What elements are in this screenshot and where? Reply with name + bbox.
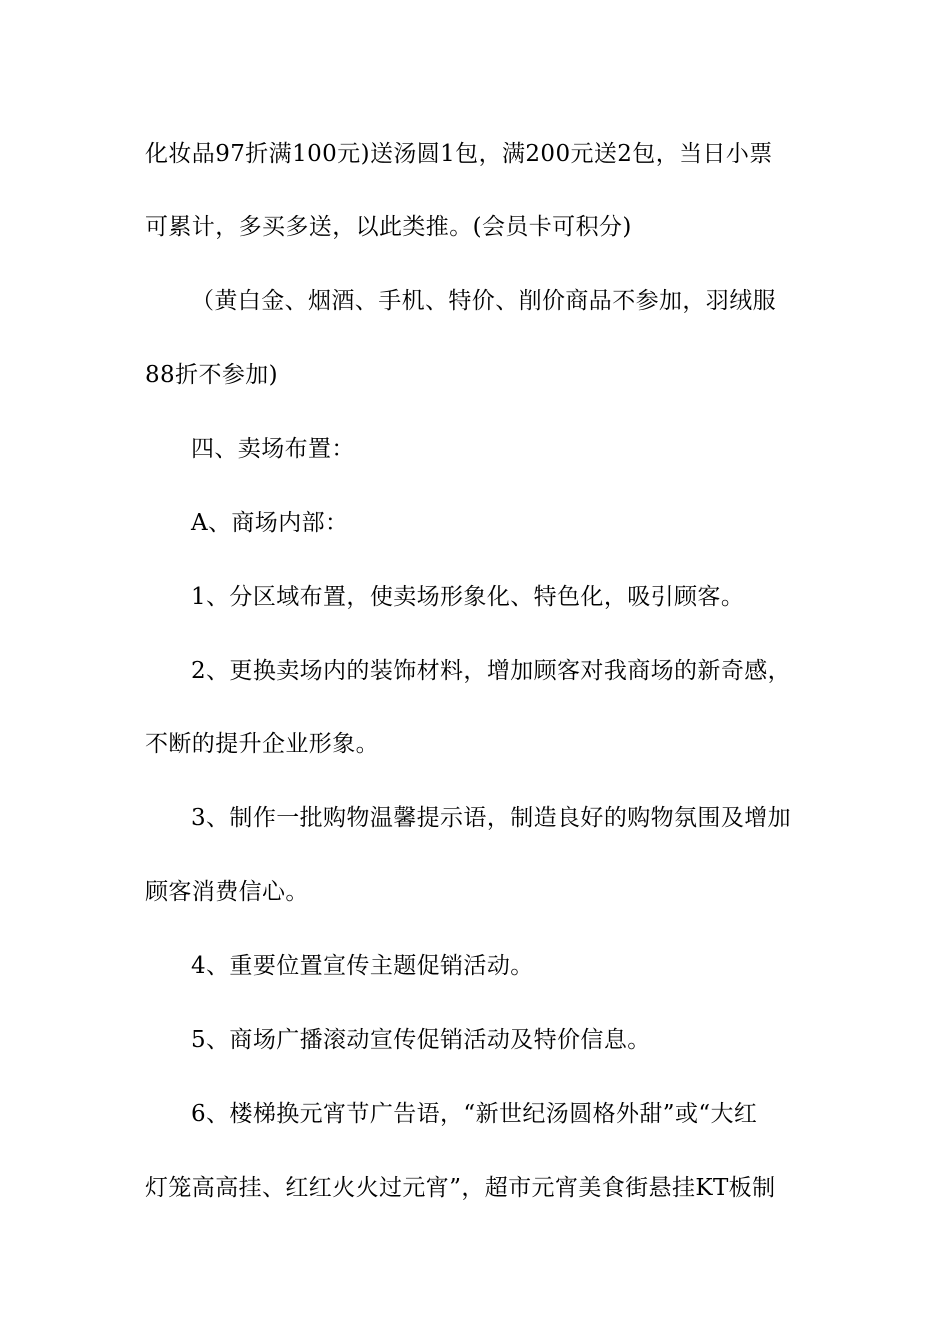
subsection-heading: A、商场内部： <box>191 510 349 536</box>
paragraph-line: 灯笼高高挂、红红火火过元宵”，超市元宵美食街悬挂KT板制 <box>145 1175 776 1201</box>
list-item: 5、商场广播滚动宣传促销活动及特价信息。 <box>191 1027 651 1053</box>
section-heading: 四、卖场布置： <box>191 436 355 462</box>
list-item: 3、制作一批购物温馨提示语，制造良好的购物氛围及增加 <box>191 805 792 831</box>
list-item: 2、更换卖场内的装饰材料，增加顾客对我商场的新奇感， <box>191 658 792 684</box>
paragraph-line: 88折不参加) <box>145 362 279 388</box>
paragraph-line: 可累计，多买多送，以此类推。(会员卡可积分) <box>145 214 632 240</box>
list-item: 1、分区域布置，使卖场形象化、特色化，吸引顾客。 <box>191 584 745 610</box>
paragraph-line: 化妆品97折满100元)送汤圆1包，满200元送2包，当日小票 <box>145 141 773 167</box>
paragraph-line: 顾客消费信心。 <box>145 879 309 905</box>
list-item: 6、楼梯换元宵节广告语，“新世纪汤圆格外甜”或“大红 <box>191 1101 758 1127</box>
paragraph-line: 不断的提升企业形象。 <box>145 731 379 757</box>
list-item: 4、重要位置宣传主题促销活动。 <box>191 953 534 979</box>
paragraph-line: （黄白金、烟酒、手机、特价、削价商品不参加，羽绒服 <box>191 288 776 314</box>
